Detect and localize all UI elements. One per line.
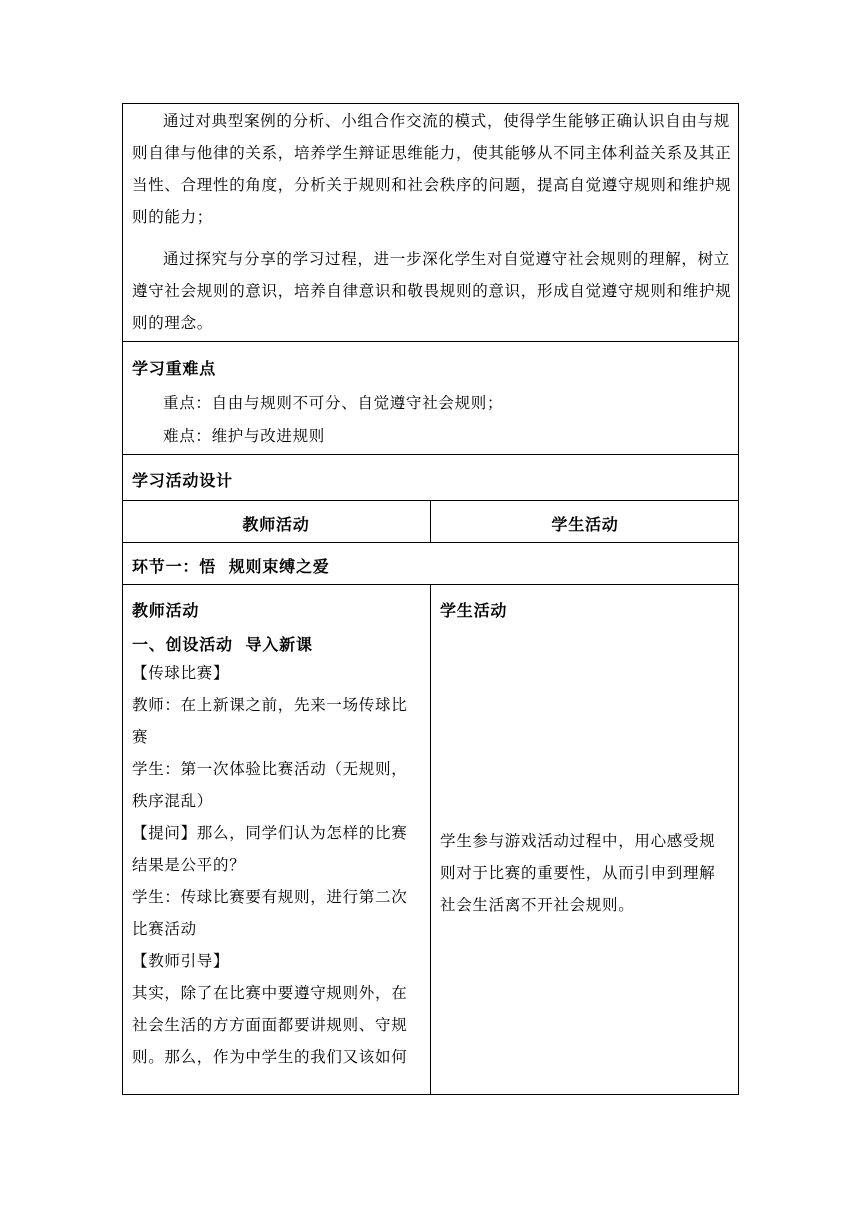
- teacher-line: 其实，除了在比赛中要遵守规则外，在: [132, 984, 408, 1002]
- teacher-activity-subheading: 一、创设活动 导入新课: [132, 635, 313, 654]
- teacher-line: 则。那么，作为中学生的我们又该如何: [132, 1048, 408, 1066]
- teacher-line: 学生：第一次体验比赛活动（无规则，: [132, 760, 408, 778]
- teacher-line: 社会生活的方方面面都要讲规则、守规: [132, 1016, 408, 1034]
- student-line: 则对于比赛的重要性，从而引申到理解: [440, 864, 716, 882]
- teacher-line: 【提问】那么，同学们认为怎样的比赛: [132, 824, 408, 842]
- teacher-activity-label: 教师活动: [132, 601, 200, 620]
- objective-paragraph-2: 通过探究与分享的学习过程，进一步深化学生对自觉遵守社会规则的理解，树立遵守社会规则的意识，培养自律意识和敬畏规则的意识，形成自觉遵守规则和维护规则的理念。: [132, 250, 732, 332]
- teacher-activity-column-header: 教师活动: [242, 515, 310, 534]
- row-divider: [122, 542, 739, 543]
- section-heading: 环节一：悟 规则束缚之爱: [132, 557, 330, 576]
- student-activity-column-header: 学生活动: [551, 515, 619, 534]
- student-activity-label: 学生活动: [440, 601, 508, 620]
- student-line: 学生参与游戏活动过程中，用心感受规: [440, 832, 716, 850]
- teacher-line: 结果是公平的？: [132, 856, 246, 874]
- row-divider: [122, 454, 739, 455]
- objective-paragraph-1: 通过对典型案例的分析、小组合作交流的模式，使得学生能够正确认识自由与规则自律与他律的关系，培养学生辩证思维能力，使其能够从不同主体利益关系及其正当性、合理性的角度，分析关于规则和社会秩序的问题，提高自觉遵守规则和维护规则的能力；: [132, 112, 732, 226]
- teacher-line: 学生：传球比赛要有规则，进行第二次: [132, 888, 408, 906]
- teacher-line: 秩序混乱）: [132, 792, 214, 810]
- teacher-line: 赛: [132, 728, 149, 746]
- key-point-focus: 重点：自由与规则不可分、自觉遵守社会规则；: [163, 394, 504, 412]
- key-point-difficulty: 难点：维护与改进规则: [163, 427, 326, 445]
- column-divider: [430, 584, 431, 1095]
- teacher-line: 【传球比赛】: [132, 664, 230, 682]
- row-divider: [122, 341, 739, 342]
- teacher-activity-body: [132, 657, 428, 1073]
- activity-design-heading: 学习活动设计: [132, 471, 233, 490]
- teacher-line: 教师：在上新课之前，先来一场传球比: [132, 696, 408, 714]
- teacher-line: 比赛活动: [132, 920, 197, 938]
- key-points-heading: 学习重难点: [132, 359, 217, 378]
- teacher-line: 【教师引导】: [132, 952, 230, 970]
- student-activity-body: [440, 825, 736, 921]
- student-line: 社会生活离不开社会规则。: [440, 896, 635, 914]
